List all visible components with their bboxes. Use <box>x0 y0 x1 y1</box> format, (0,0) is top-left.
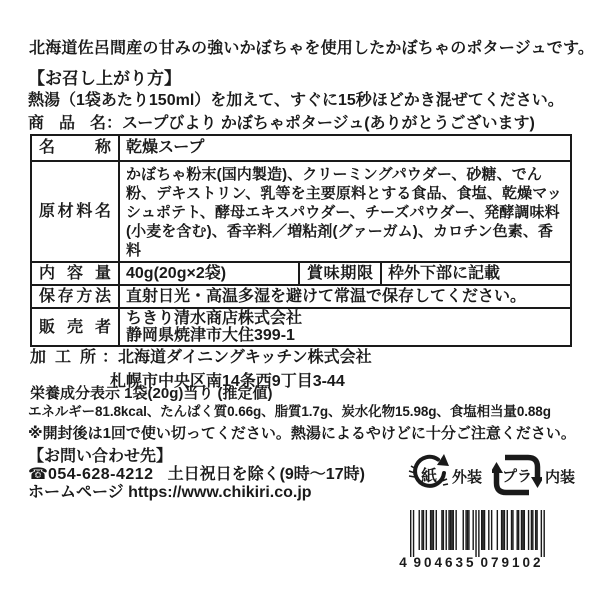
seller-address: 静岡県焼津市大住399-1 <box>126 327 295 345</box>
homepage-label: ホームページ <box>28 484 124 501</box>
processor-separator: ： <box>102 349 119 366</box>
processor-label: 加工所 <box>30 349 96 366</box>
processor-company: 北海道ダイニングキッチン株式会社 <box>118 349 372 366</box>
table-row <box>31 161 571 262</box>
contact-heading: 【お問い合わせ先】 <box>28 448 173 465</box>
table-row <box>31 285 571 308</box>
ingredients-value: かぼちゃ粉末(国内製造)、クリーミングパウダー、砂糖、でん粉、デキストリン、乳等を主要原料とする食品、食塩、乾燥マッシュポテト、酵母エキスパウダー、チーズパウダー、発酵調味料(小麦を含む)、香辛料／増粘剤(グァーガム)、カロチン色素、香料 <box>119 161 571 262</box>
svg-text:079102: 079102 <box>480 555 544 570</box>
seller-company: ちきり清水商店株式会社 <box>126 310 303 328</box>
table-row <box>31 135 571 161</box>
product-name-value: スープびより かぼちゃポタージュ(ありがとうございます) <box>122 115 535 132</box>
storage-value: 直射日光・高温多湿を避けて常温で保存してください。 <box>119 285 571 308</box>
processor-address: 札幌市中央区南14条西9丁目3-44 <box>110 373 345 390</box>
spec-table <box>30 134 572 347</box>
product-name-line <box>28 110 535 133</box>
intro-text: 北海道佐呂間産の甘みの強いかぼちゃを使用したかぼちゃのポタージュです。 <box>29 40 595 57</box>
paper-recycle-label: 外装 <box>452 469 483 486</box>
svg-text:4: 4 <box>399 555 407 570</box>
svg-text:904635: 904635 <box>413 555 477 570</box>
seller-label: 販売者 <box>31 308 119 346</box>
seller-value <box>119 308 571 346</box>
storage-label: 保存方法 <box>31 285 119 308</box>
phone-icon: ☎ <box>28 466 48 483</box>
barcode <box>392 508 558 574</box>
processor-line1 <box>30 344 372 367</box>
phone-number: 054-628-4212 <box>47 466 154 483</box>
plastic-recycle-label: 内装 <box>545 469 576 486</box>
table-row <box>31 262 571 285</box>
homepage-url: https://www.chikiri.co.jp <box>128 484 312 501</box>
plastic-recycle-icon <box>492 452 542 503</box>
barcode-digits <box>399 555 543 570</box>
serving-heading: 【お召し上がり方】 <box>28 69 181 88</box>
best-by-value: 枠外下部に記載 <box>381 262 571 285</box>
plastic-mark-glyph: プラ <box>501 468 533 485</box>
name-value: 乾燥スープ <box>119 135 571 161</box>
table-row <box>31 308 571 346</box>
name-label: 名称 <box>31 135 119 161</box>
homepage-line <box>28 479 312 502</box>
phone-hours: 土日祝日を除く(9時～17時) <box>167 466 365 483</box>
contents-label: 内容量 <box>31 262 119 285</box>
paper-mark-glyph: 紙 <box>420 468 438 485</box>
serving-instructions: 熱湯（1袋あたり150ml）を加えて、すぐに15秒ほどかき混ぜてください。 <box>28 92 564 109</box>
paper-recycle-icon <box>408 452 450 503</box>
nutrition-title: 栄養成分表示 1袋(20g)当り (推定値) <box>30 385 273 402</box>
nutrition-values: エネルギー81.8kcal、たんぱく質0.66g、脂質1.7g、炭水化物15.98g、食塩相当量0.88g <box>28 404 551 419</box>
product-name-separator: ： <box>106 115 123 132</box>
contents-value: 40g(20g×2袋) <box>119 262 299 285</box>
product-name-label: 商品名 <box>28 115 106 132</box>
ingredients-label: 原材料名 <box>31 161 119 262</box>
barcode-svg <box>392 508 558 574</box>
best-by-label: 賞味期限 <box>299 262 381 285</box>
caution-text: ※開封後は1回で使い切ってください。熱湯によるやけどに十分ご注意ください。 <box>28 425 576 442</box>
